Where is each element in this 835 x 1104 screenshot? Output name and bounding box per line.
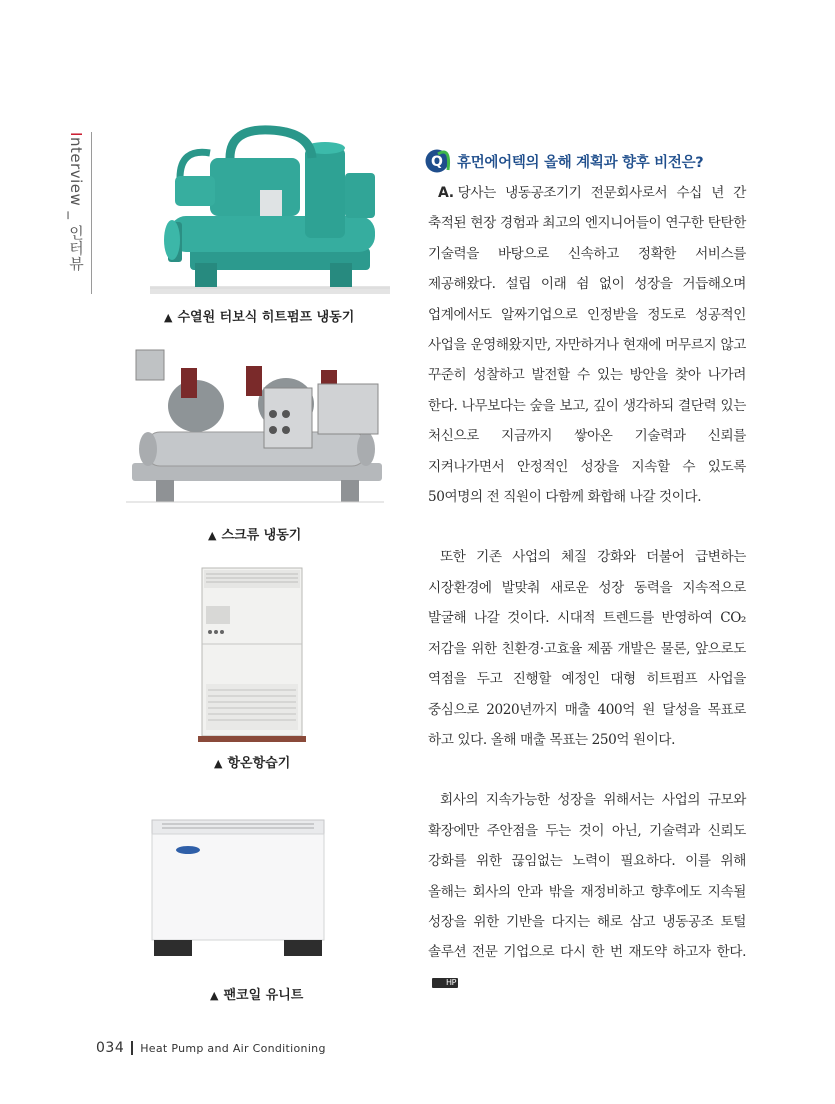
caption-text: 항온항습기 xyxy=(227,756,291,771)
end-mark-icon: HP xyxy=(432,978,458,988)
section-label xyxy=(66,132,87,271)
publication-title: Heat Pump and Air Conditioning xyxy=(140,1041,326,1055)
answer-prefix: A. xyxy=(438,185,454,201)
figure-screw-chiller xyxy=(126,348,384,508)
figure-fan-coil xyxy=(148,818,328,958)
caption-text: 수열원 터보식 히트펌프 냉동기 xyxy=(177,310,355,325)
figure-precision-ac xyxy=(196,566,308,744)
section-tab xyxy=(66,132,86,292)
article-body xyxy=(428,178,746,1028)
fan-coil-image xyxy=(148,818,328,958)
section-initial: I xyxy=(67,132,85,137)
section-rule xyxy=(91,132,92,294)
answer-paragraph-3 xyxy=(428,785,746,998)
figure-caption-turbo-chiller xyxy=(164,306,354,325)
question-title: 휴먼에어텍의 올해 계획과 향후 비전은? xyxy=(457,155,704,171)
page-number: 034 xyxy=(96,1040,125,1056)
caption-marker: ▲ xyxy=(210,989,219,1002)
question-q-letter: Q xyxy=(431,154,443,170)
paragraph-text: 당사는 냉동공조기기 전문회사로서 수십 년 간 축적된 현장 경험과 최고의 엔지니어들이 연구한 탄탄한 기술력을 바탕으로 신속하고 정확한 서비스를 제공해왔다. 설립 이래 쉼 없이 성장을 거듭해오며 업계에서도 알짜기업으로 인정받을 정도로 성공적인 사업을 운영해왔지만, 자만하거나 현재에 머무르지 않고 꾸준히 성찰하고 발전할 수 있는 방안을 찾아 나가려 한다. 나무보다는 숲을 보고, 깊이 생각하되 결단력 있는 처신으로 지금까지 쌓아온 기술력과 신뢰를 지켜나가면서 안정적인 성장을 지속할 수 있도록 50여명의 전 직원이 다함께 화합해 나갈 것이다. xyxy=(428,185,746,506)
caption-marker: ▲ xyxy=(208,529,217,542)
screw-chiller-image xyxy=(126,348,384,508)
question-heading xyxy=(424,148,703,175)
figure-caption-fan-coil xyxy=(210,984,303,1003)
footer-divider xyxy=(131,1041,133,1055)
page-footer xyxy=(96,1040,326,1056)
paragraph-text: 또한 기존 사업의 체질 강화와 더불어 급변하는 시장환경에 발맞춰 새로운 성장 동력을 지속적으로 발굴해 나갈 것이다. 시대적 트렌드를 반영하여 CO₂ 저감을 위한 친환경·고효율 제품 개발은 물론, 앞으로도 역점을 두고 진행할 예정인 대형 히트펌프 사업을 중심으로 2020년까지 매출 400억 원 달성을 목표로 하고 있다. 올해 매출 목표는 250억 원이다. xyxy=(428,549,746,748)
paragraph-text: 회사의 지속가능한 성장을 위해서는 사업의 규모와 확장에만 주안점을 두는 것이 아닌, 기술력과 신뢰도 강화를 위한 끊임없는 노력이 필요하다. 이를 위해 올해는 회사의 안과 밖을 재정비하고 향후에도 지속될 성장을 위한 기반을 다지는 해로 삼고 냉동공조 토털 솔루션 전문 기업으로 다시 한 번 재도약 하고자 한다. xyxy=(428,792,746,961)
caption-text: 스크류 냉동기 xyxy=(221,528,302,543)
turbo-chiller-image xyxy=(150,118,390,298)
answer-paragraph-1 xyxy=(428,178,746,512)
answer-paragraph-2 xyxy=(428,542,746,755)
section-label-text: nterview _ 인터뷰 xyxy=(67,136,85,272)
question-q-icon xyxy=(424,148,451,175)
precision-ac-image xyxy=(196,566,308,744)
figure-caption-precision-ac xyxy=(214,752,290,771)
figure-turbo-chiller xyxy=(150,118,390,298)
caption-text: 팬코일 유니트 xyxy=(223,988,304,1003)
figure-caption-screw-chiller xyxy=(208,524,301,543)
caption-marker: ▲ xyxy=(164,311,173,324)
caption-marker: ▲ xyxy=(214,757,223,770)
